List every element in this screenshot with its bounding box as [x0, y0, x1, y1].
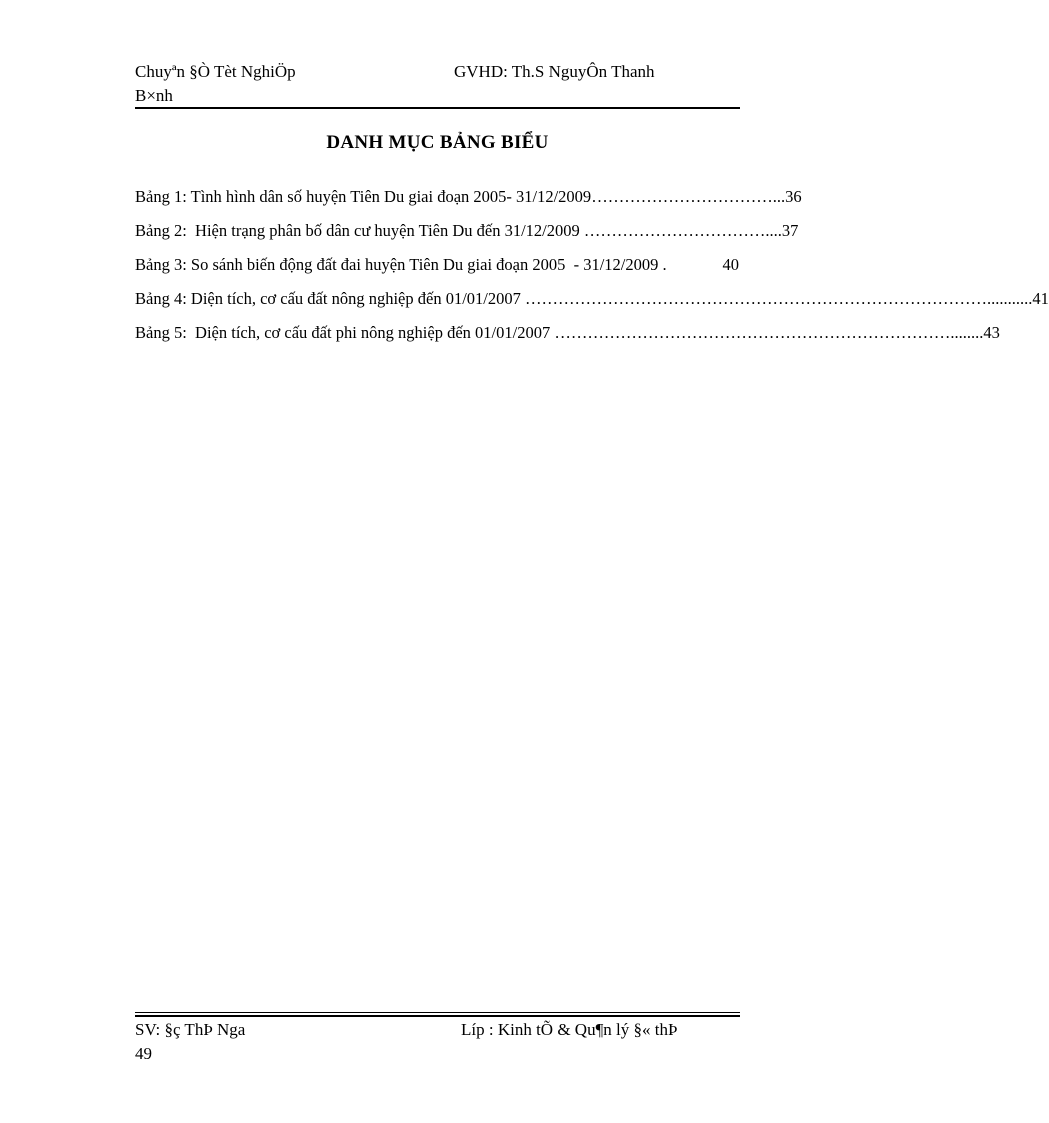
toc-entry-title: Bảng 3: So sánh biến động đất đai huyện Tiên Du giai đoạn 2005 - 31/12/2009	[135, 255, 663, 274]
footer-divider-thick	[135, 1015, 740, 1017]
toc-entry[interactable]	[135, 254, 739, 288]
toc-entry-title: Bảng 2: Hiện trạng phân bố dân cư huyện Tiên Du đến 31/12/2009	[135, 221, 584, 240]
header-thesis-line1: Chuyªn §Ò Tèt NghiÖp	[135, 62, 296, 81]
toc-entry-leader: ……………………………....	[583, 221, 782, 240]
toc-entry[interactable]	[135, 220, 799, 254]
header-thesis-line2: B×nh	[135, 86, 173, 105]
toc-entry-leader: .	[662, 255, 667, 274]
toc-entry-leader: …………………………………………………………………………...........	[524, 289, 1033, 308]
toc-entry-page: 36	[785, 187, 802, 206]
header-divider	[135, 107, 740, 109]
toc-entry-page: 41	[1032, 289, 1049, 308]
page-header	[135, 60, 740, 110]
toc-entry-page: 37	[781, 221, 799, 240]
toc-entry[interactable]	[135, 322, 1000, 356]
header-advisor: GVHD: Th.S NguyÔn Thanh	[454, 62, 655, 81]
toc-entry-title: Bảng 4: Diện tích, cơ cấu đất nông nghiệp đến 01/01/2007	[135, 289, 525, 308]
page-number: 49	[135, 1044, 152, 1063]
header-thesis-label	[135, 60, 435, 108]
toc-entry[interactable]	[135, 288, 1049, 322]
footer-student: SV: §ç ThÞ Nga	[135, 1020, 246, 1039]
table-list	[135, 186, 1049, 356]
toc-entry[interactable]	[135, 186, 802, 220]
page-title: DANH MỤC BẢNG BIỂU	[326, 132, 549, 153]
toc-entry-page: 43	[983, 323, 1000, 342]
footer-divider-thin	[135, 1012, 740, 1013]
toc-entry-title: Bảng 1: Tình hình dân số huyện Tiên Du giai đoạn 2005- 31/12/2009	[135, 187, 592, 206]
toc-entry-leader: ………………………………………………………………........	[554, 323, 984, 342]
toc-entry-leader: ……………………………...	[591, 187, 786, 206]
footer-class: Líp : Kinh tÕ & Qu¶n lý §« thÞ	[461, 1020, 678, 1039]
toc-entry-page: 40	[722, 255, 739, 274]
toc-entry-title: Bảng 5: Diện tích, cơ cấu đất phi nông nghiệp đến 01/01/2007	[135, 323, 555, 342]
